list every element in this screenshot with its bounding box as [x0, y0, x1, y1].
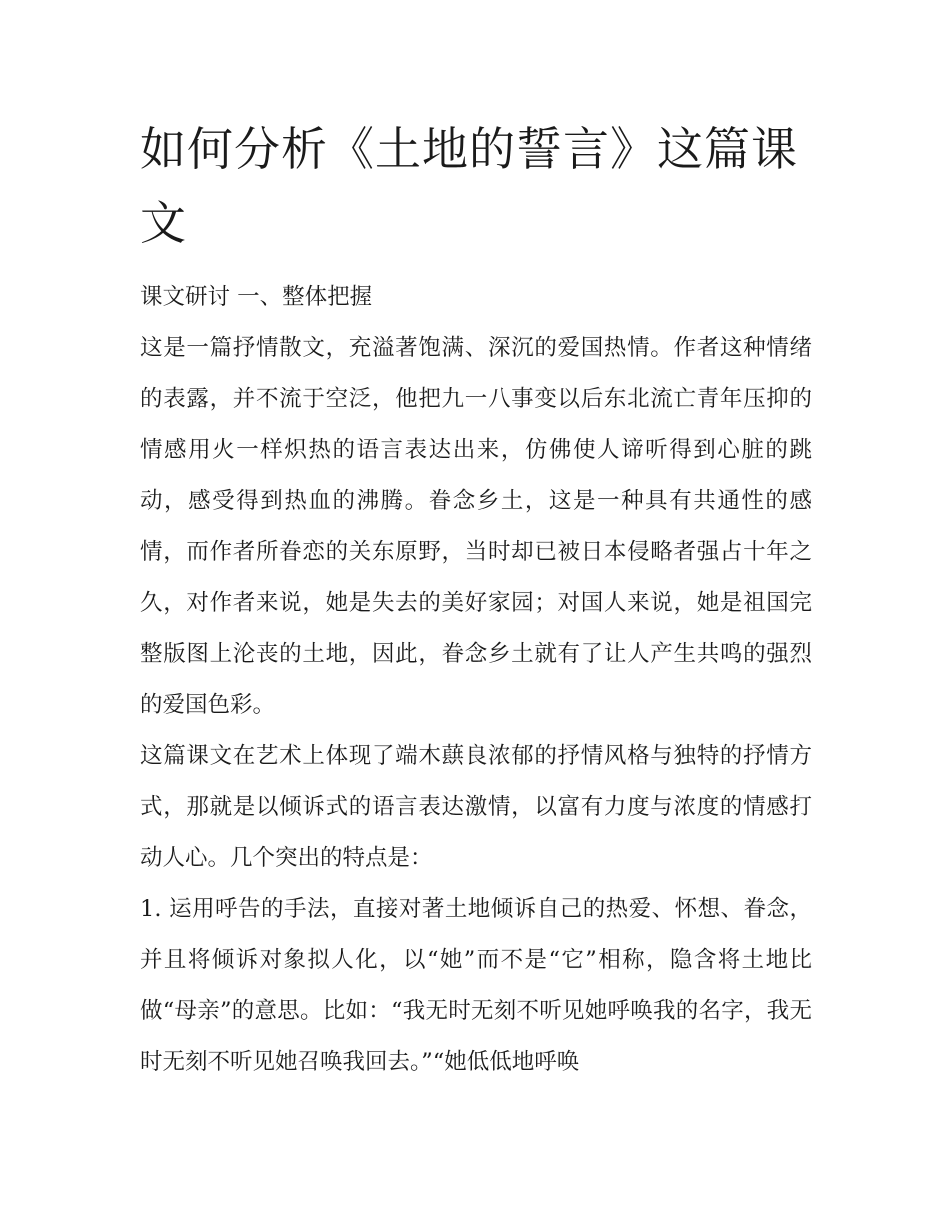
document-title: 如何分析《土地的誓言》这篇课文	[140, 122, 798, 250]
paragraph-artistic-style: 这篇课文在艺术上体现了端木蕻良浓郁的抒情风格与独特的抒情方式，那就是以倾诉式的语言表达激情，以富有力度与浓度的情感打动人心。几个突出的特点是：	[140, 743, 812, 871]
paragraph-point-1: 1. 运用呼告的手法，直接对著土地倾诉自己的热爱、怀想、眷念，并且将倾诉对象拟人化，以“她”而不是“它”相称，隐含将土地比做“母亲”的意思。比如：“我无时无刻不听见她呼唤我的名字，我无时无刻不听见她召唤我回去。”“她低低地呼唤	[140, 896, 812, 1075]
document-body	[140, 112, 812, 1088]
section-subheading: 课文研讨 一、整体把握	[140, 284, 373, 310]
paragraph-intro: 这是一篇抒情散文，充溢著饱满、深沉的爱国热情。作者这种情绪的表露，并不流于空泛，他把九一八事变以后东北流亡青年压抑的情感用火一样炽热的语言表达出来，仿佛使人谛听得到心脏的跳动，感受得到热血的沸腾。眷念乡土，这是一种具有共通性的感情，而作者所眷恋的关东原野，当时却已被日本侵略者强占十年之久，对作者来说，她是失去的美好家园；对国人来说，她是祖国完整版图上沦丧的土地，因此，眷念乡土就有了让人产生共鸣的强烈的爱国色彩。	[140, 335, 812, 718]
